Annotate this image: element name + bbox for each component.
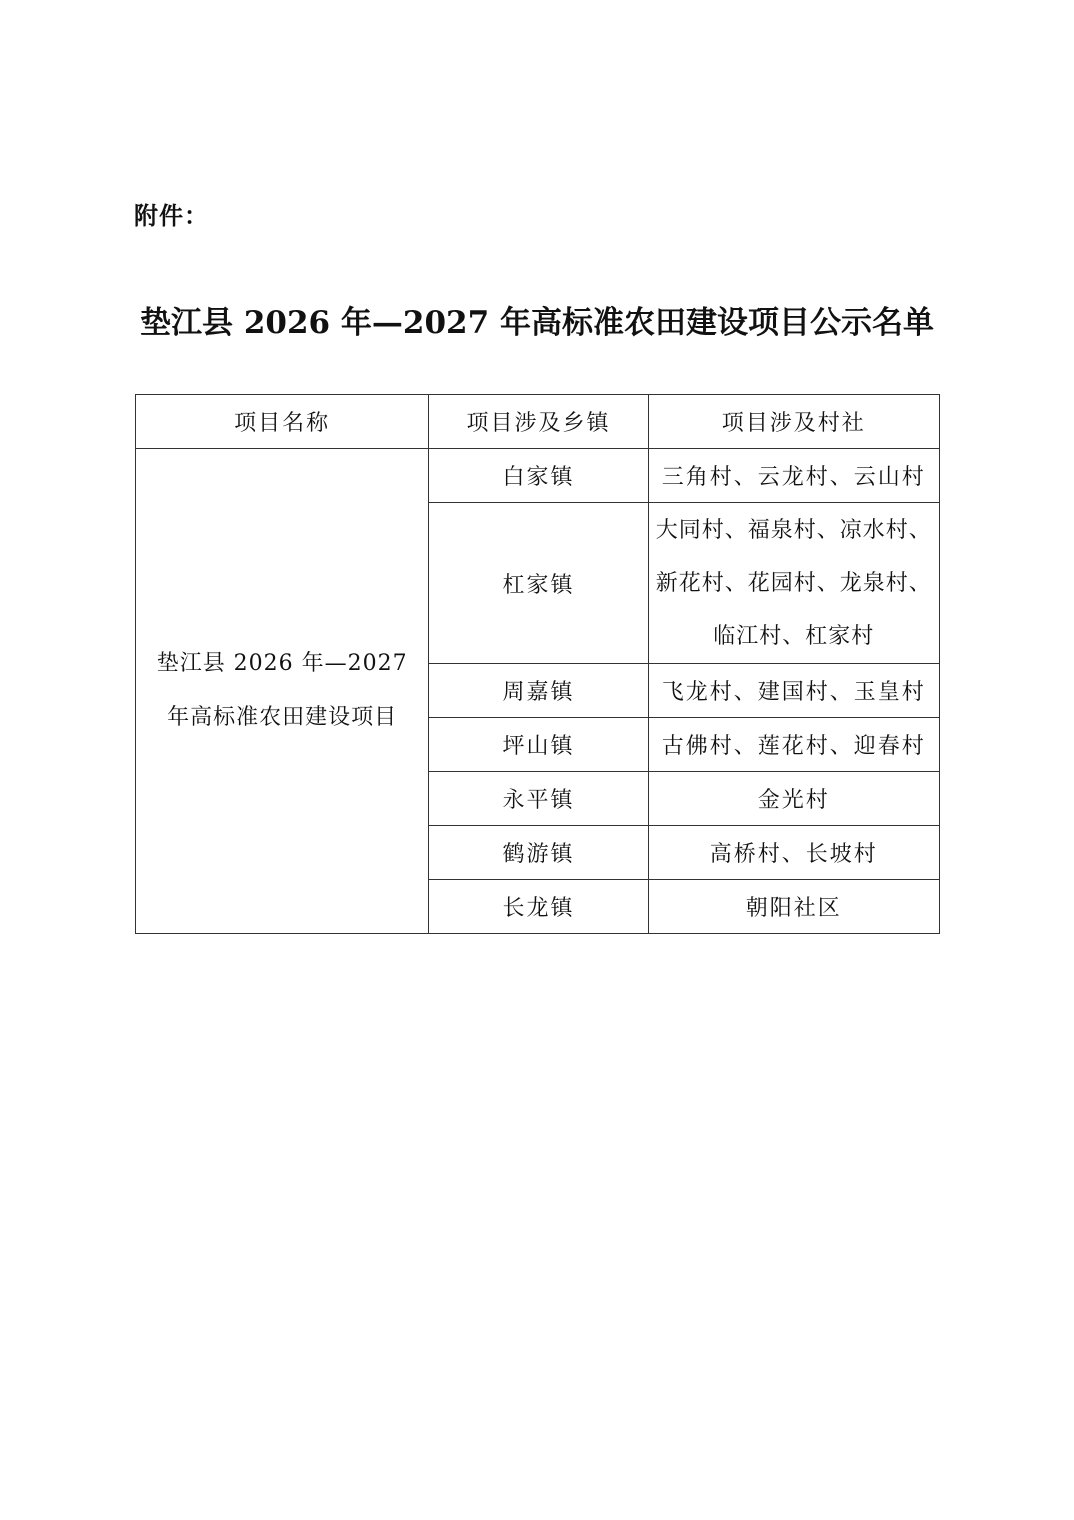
town-cell: 坪山镇 <box>429 718 648 772</box>
project-name-cell: 垫江县 2026 年—2027 年高标准农田建设项目 <box>136 449 429 934</box>
villages-cell: 古佛村、莲花村、迎春村 <box>648 718 939 772</box>
town-cell: 白家镇 <box>429 449 648 503</box>
attachment-label: 附件： <box>134 202 209 230</box>
villages-cell: 飞龙村、建国村、玉皇村 <box>648 664 939 718</box>
project-list-table <box>135 394 940 934</box>
page-title: 垫江县 2026 年—2027 年高标准农田建设项目公示名单 <box>140 305 934 341</box>
villages-cell: 大同村、福泉村、凉水村、新花村、花园村、龙泉村、临江村、杠家村 <box>648 503 939 664</box>
villages-cell: 三角村、云龙村、云山村 <box>648 449 939 503</box>
town-cell: 鹤游镇 <box>429 826 648 880</box>
villages-cell: 高桥村、长坡村 <box>648 826 939 880</box>
header-town: 项目涉及乡镇 <box>429 395 648 449</box>
table-header-row <box>136 395 940 449</box>
table-row <box>136 449 940 503</box>
town-cell: 永平镇 <box>429 772 648 826</box>
town-cell: 杠家镇 <box>429 503 648 664</box>
villages-cell: 金光村 <box>648 772 939 826</box>
town-cell: 周嘉镇 <box>429 664 648 718</box>
villages-cell: 朝阳社区 <box>648 880 939 934</box>
header-project-name: 项目名称 <box>136 395 429 449</box>
town-cell: 长龙镇 <box>429 880 648 934</box>
header-villages: 项目涉及村社 <box>648 395 939 449</box>
